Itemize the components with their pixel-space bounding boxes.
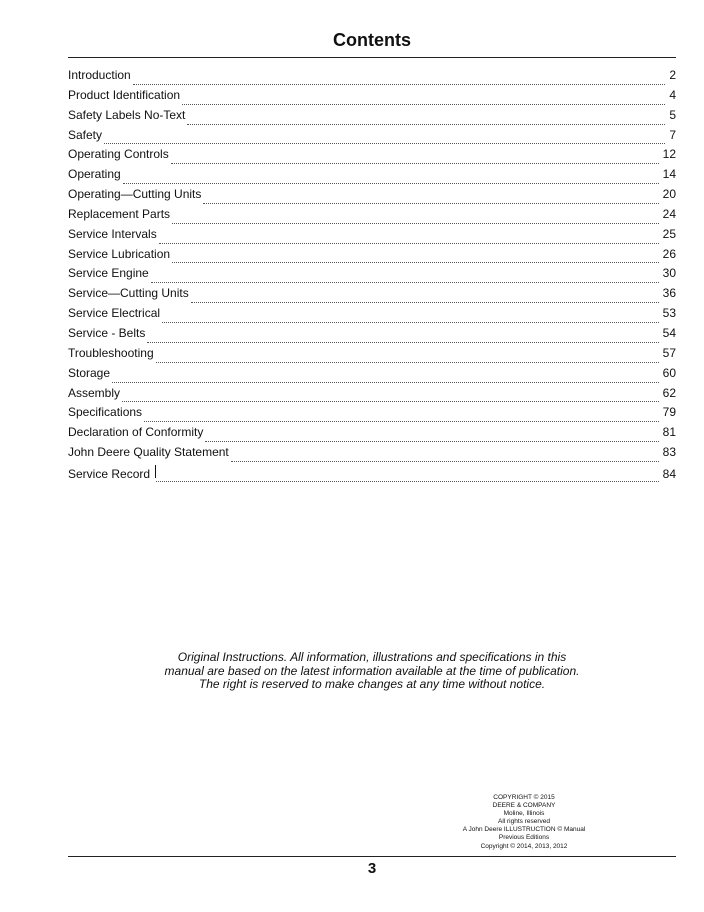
- toc-entry-label[interactable]: Operating: [68, 167, 121, 182]
- table-of-contents: [68, 68, 676, 485]
- toc-entry[interactable]: [68, 247, 676, 267]
- dot-leader: [151, 268, 659, 283]
- toc-entry-label[interactable]: Specifications: [68, 405, 143, 420]
- toc-entry-page[interactable]: 53: [662, 306, 676, 321]
- toc-entry-page[interactable]: 2: [669, 68, 676, 82]
- dot-leader: [191, 288, 659, 303]
- toc-entry-label[interactable]: Service - Belts: [68, 325, 146, 340]
- toc-entry-label[interactable]: Storage: [68, 365, 111, 380]
- toc-entry[interactable]: [68, 147, 676, 167]
- toc-entry-page[interactable]: 54: [662, 325, 676, 340]
- toc-entry[interactable]: [68, 227, 676, 247]
- dot-leader: [159, 229, 659, 244]
- dot-leader: [133, 70, 666, 85]
- toc-entry-page[interactable]: 81: [662, 425, 676, 440]
- toc-entry-page[interactable]: 79: [662, 405, 676, 420]
- toc-entry-page[interactable]: 26: [662, 246, 676, 261]
- dot-leader: [147, 328, 658, 343]
- toc-entry-page[interactable]: 14: [662, 167, 676, 182]
- notice-line: manual are based on the latest information available at the time of publication.: [164, 663, 580, 678]
- toc-entry-page[interactable]: 7: [669, 127, 676, 142]
- toc-entry[interactable]: [68, 405, 676, 425]
- toc-entry[interactable]: [68, 207, 676, 227]
- copyright-line: All rights reserved: [497, 818, 551, 826]
- dot-leader: [162, 308, 659, 323]
- toc-entry-page[interactable]: 57: [662, 345, 676, 360]
- dot-leader: [172, 248, 659, 263]
- toc-entry[interactable]: [68, 266, 676, 286]
- dot-leader: [104, 129, 665, 144]
- toc-entry[interactable]: [68, 187, 676, 207]
- toc-entry[interactable]: [68, 425, 676, 445]
- toc-entry[interactable]: [68, 445, 676, 465]
- toc-entry-label[interactable]: Introduction: [68, 68, 131, 82]
- page-title: Contents: [333, 30, 411, 50]
- copyright-line: COPYRIGHT © 2015: [493, 794, 555, 801]
- toc-entry-label[interactable]: Service Lubrication: [68, 246, 171, 261]
- toc-entry[interactable]: [68, 465, 676, 485]
- toc-entry-page[interactable]: 60: [662, 365, 676, 380]
- toc-entry[interactable]: [68, 306, 676, 326]
- original-instructions-notice: [68, 651, 676, 692]
- dot-leader: [172, 209, 659, 224]
- toc-entry-page[interactable]: 25: [662, 226, 676, 241]
- toc-entry-label[interactable]: Assembly: [68, 385, 121, 400]
- toc-entry-label[interactable]: Service Engine: [68, 266, 149, 281]
- toc-entry-label[interactable]: Replacement Parts: [68, 206, 171, 221]
- copyright-line: DEERE & COMPANY: [492, 802, 556, 810]
- copyright-line: Copyright © 2014, 2013, 2012: [480, 842, 568, 850]
- dot-leader: [231, 447, 659, 462]
- toc-entry[interactable]: [68, 88, 676, 108]
- toc-entry-label[interactable]: Troubleshooting: [68, 345, 154, 360]
- toc-entry-page[interactable]: 12: [662, 147, 676, 162]
- notice-line: Original Instructions. All information, illustrations and specifications in this: [177, 650, 567, 664]
- dot-leader: [123, 169, 659, 184]
- toc-entry[interactable]: [68, 386, 676, 406]
- dot-leader: [112, 368, 659, 383]
- toc-entry-label[interactable]: Product Identification: [68, 87, 181, 102]
- toc-entry-label[interactable]: Operating—Cutting Units: [68, 187, 202, 202]
- toc-entry-page[interactable]: 5: [669, 107, 676, 122]
- dot-leader: [156, 348, 659, 363]
- toc-entry[interactable]: [68, 128, 676, 148]
- dot-leader: [171, 149, 659, 164]
- toc-entry-page[interactable]: 36: [662, 286, 676, 301]
- toc-entry-label[interactable]: Safety Labels No-Text: [68, 107, 186, 122]
- toc-entry-page[interactable]: 20: [662, 187, 676, 202]
- toc-entry-page[interactable]: 84: [662, 466, 676, 481]
- dot-leader: [122, 387, 659, 402]
- toc-entry[interactable]: [68, 108, 676, 128]
- toc-entry[interactable]: [68, 326, 676, 346]
- toc-entry[interactable]: [68, 366, 676, 386]
- page-number: 3: [367, 860, 377, 877]
- copyright-block: [424, 794, 624, 851]
- toc-entry-label[interactable]: John Deere Quality Statement: [68, 445, 229, 460]
- copyright-line: Previous Editions: [498, 834, 550, 842]
- footer-divider: [68, 856, 676, 857]
- dot-leader: [182, 90, 665, 105]
- dot-leader: [203, 189, 658, 204]
- toc-entry-label[interactable]: Declaration of Conformity: [68, 425, 204, 440]
- toc-entry[interactable]: [68, 68, 676, 88]
- toc-entry[interactable]: [68, 286, 676, 306]
- toc-entry-page[interactable]: 83: [662, 445, 676, 460]
- toc-entry-label[interactable]: Operating Controls: [68, 147, 169, 162]
- toc-entry-label[interactable]: Service Record: [68, 466, 151, 481]
- toc-entry-label[interactable]: Service—Cutting Units: [68, 286, 189, 301]
- toc-entry[interactable]: [68, 346, 676, 366]
- toc-entry-page[interactable]: 4: [669, 87, 676, 102]
- toc-entry-page[interactable]: 24: [662, 206, 676, 221]
- header-divider: [68, 57, 676, 58]
- dot-leader: [187, 110, 665, 125]
- toc-entry[interactable]: [68, 167, 676, 187]
- toc-entry-page[interactable]: 62: [662, 385, 676, 400]
- copyright-line: Moline, Illinois: [503, 810, 545, 818]
- notice-line: The right is reserved to make changes at any time without notice.: [198, 677, 546, 691]
- dot-leader: [205, 427, 658, 442]
- dot-leader: [144, 407, 659, 422]
- toc-entry-label[interactable]: Safety: [68, 127, 103, 142]
- toc-entry-label[interactable]: Service Electrical: [68, 306, 161, 321]
- toc-entry-label[interactable]: Service Intervals: [68, 226, 157, 241]
- copyright-line: A John Deere ILLUSTRUCTION © Manual: [462, 826, 586, 834]
- dot-leader: [156, 467, 659, 482]
- toc-entry-page[interactable]: 30: [662, 266, 676, 281]
